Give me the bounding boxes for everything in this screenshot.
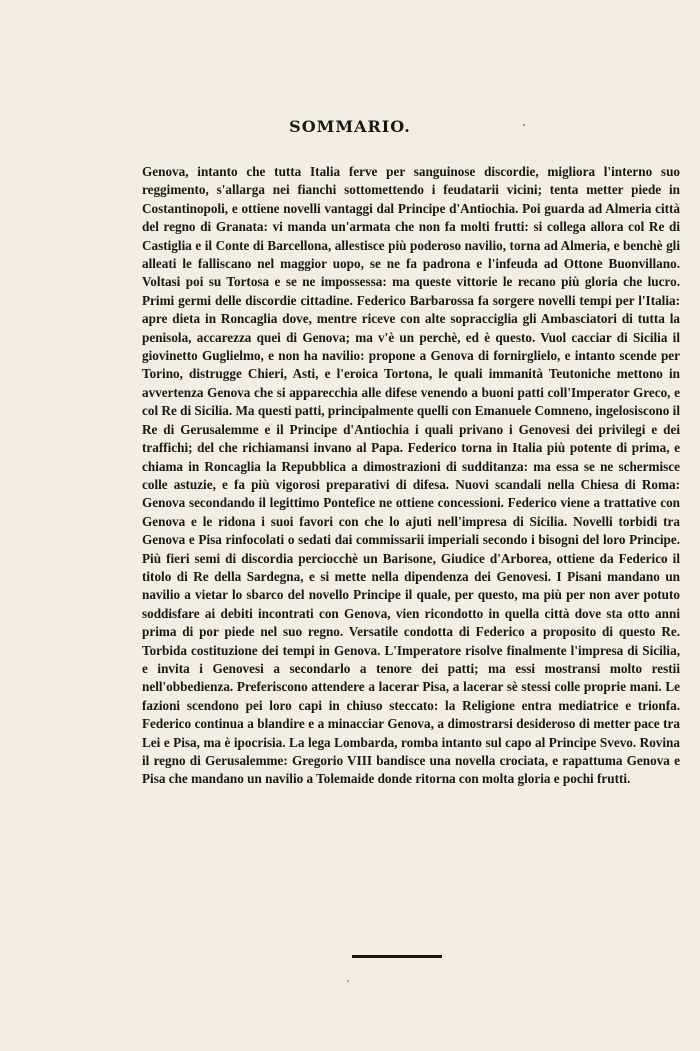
ink-mark: ˋ [341, 979, 352, 992]
closing-rule [352, 955, 442, 958]
ink-speck [523, 124, 525, 126]
page-title: SOMMARIO. [289, 117, 411, 136]
summary-paragraph: Genova, intanto che tutta Italia ferve per sanguinose discordie, migliora l'interno suo reggimento, s'allarga nei fianchi sottomettendo i feudatarii vicini; tenta metter piede in Costantinopoli, e ottiene novelli vantaggi dal Principe d'Antiochia. Poi guarda ad Almeria città del regno di Granata: vi manda un'armata che non fa molti frutti: si collega allora col Re di Castiglia e il Conte di Barcellona, allestisce più poderoso navilio, torna ad Almeria, e benchè gli alleati le falliscano nel maggior uopo, se ne fa padrona e l'infeuda ad Ottone Buonvillano. Voltasi poi su Tortosa e se ne impossessa: ma queste vittorie le recano più gloria che lucro. Primi germi delle discordie cittadine. Federico Barbarossa fa sorgere novelli tempi per l'Italia: apre dieta in Roncaglia dove, mentre riceve con alte sopracciglia gli Ambasciatori di tutta la penisola, accarezza quei di Genova; ma v'è un perchè, ed è questo. Vuol cacciar di Sicilia il giovinetto Guglielmo, e non ha navilio: propone a Genova di fornirglielo, e intanto scende per Torino, distrugge Chieri, Asti, e l'eroica Tortona, le quali immanità Teutoniche mettono in avvertenza Genova che si apparecchia alle difese venendo a buoni patti coll'Imperator Greco, e col Re di Sicilia. Ma questi patti, principalmente quelli con Emanuele Comneno, ingelosiscono il Re di Gerusalemme e il Principe d'Antiochia i quali privano i Genovesi dei privilegi e dei traffichi; del che richiamansi invano al Papa. Federico torna in Italia più potente di prima, e chiama in Roncaglia la Repubblica a dimostrazioni di sudditanza: ma essa se ne schermisce colle astuzie, e fa più vigorosi preparativi di difesa. Nuovi scandali nella Chiesa di Roma: Genova secondando il legittimo Pontefice ne ottiene concessioni. Federico viene a trattative con Genova e le ridona i suoi favori con che lo ajuti nell'impresa di Sicilia. Novelli torbidi tra Genova e Pisa rinfocolati o sedati dai commissarii imperiali secondo i bisogni del loro Principe. Più fieri semi di discordia perciocchè un Barisone, Giudice d'Arborea, ottiene da Federico il titolo di Re della Sardegna, e si mette nella dipendenza dei Genovesi. I Pisani mandano un navilio a vietar lo sbarco del novello Principe il quale, per questo, ma più per non aver potuto soddisfare ai debiti incontrati con Genova, vien ricondotto in quella città dove sta otto anni prima di por piede nel suo regno. Versatile condotta di Federico a proposito di questo Re. Torbida costituzione dei tempi in Genova. L'Imperatore risolve finalmente l'impresa di Sicilia, e invita i Genovesi a secondarlo a tenore dei patti; ma essi mostransi molto restii nell'obbedienza. Preferiscono attendere a lacerar Pisa, a lacerar sè stessi colle proprie mani. Le fazioni scendono pei loro capi in chiuso steccato: la Religione entra mediatrice e trionfa. Federico continua a blandire e a minacciar Genova, a dimostrarsi desideroso di metter pace tra Lei e Pisa, ma è ipocrisia. La lega Lombarda, romba intanto sul capo al Principe Svevo. Rovina il regno di Gerusalemme: Gregorio VIII bandisce una novella crociata, e rapattuma Genova e Pisa che mandano un navilio a Tolemaide donde ritorna con molta gloria e pochi frutti. [142, 164, 680, 787]
